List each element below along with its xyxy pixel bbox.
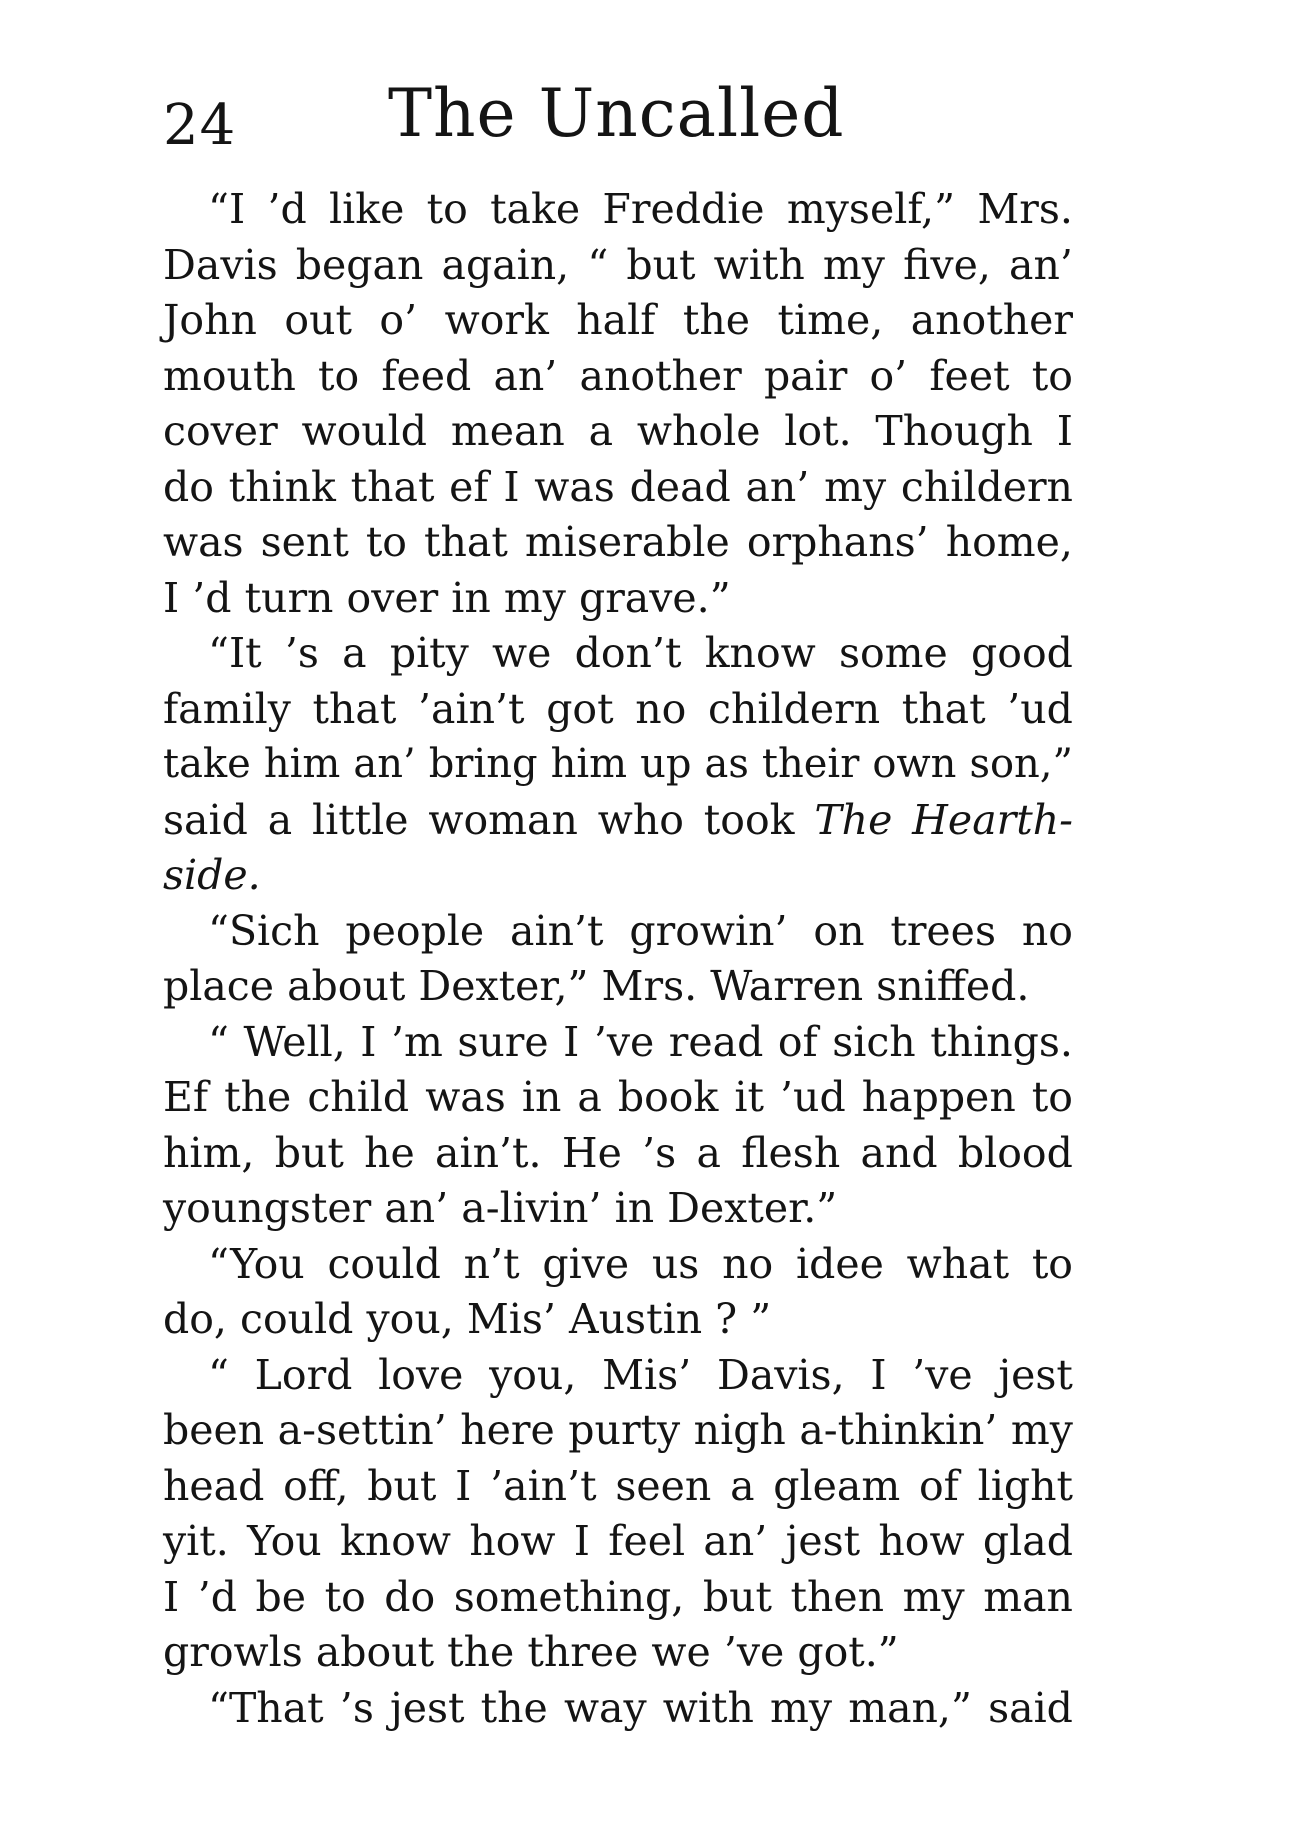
word: the — [447, 1628, 515, 1676]
word: light — [977, 1461, 1073, 1510]
word: of — [919, 1461, 959, 1510]
word: “That — [208, 1683, 324, 1732]
word: Well, — [243, 1017, 346, 1066]
word: over — [346, 573, 439, 622]
word: who — [597, 795, 684, 844]
word: my — [503, 573, 566, 622]
word: feel — [608, 1517, 686, 1565]
word: that — [350, 462, 435, 511]
word: orphans’ — [746, 518, 929, 566]
word: three — [527, 1628, 639, 1676]
word: half — [576, 296, 656, 344]
word: nigh — [693, 1406, 786, 1454]
word: a — [577, 1073, 602, 1121]
text-line — [163, 1681, 1073, 1737]
word: an’ — [1009, 240, 1073, 289]
word: on — [813, 906, 865, 955]
word: blood — [957, 1128, 1073, 1177]
word: sure — [457, 1017, 549, 1066]
word: was — [534, 462, 615, 511]
text-line — [163, 1403, 1073, 1459]
word: what — [906, 1239, 1010, 1288]
word: an’ — [384, 1184, 449, 1232]
body-text — [163, 182, 1073, 1736]
word: the — [480, 1683, 548, 1732]
word: I — [163, 573, 180, 622]
word: little — [311, 795, 409, 844]
word: good — [971, 629, 1073, 677]
word: “Sich — [208, 906, 320, 955]
word: a-settin’ — [277, 1406, 447, 1454]
word: ’ve — [912, 1350, 973, 1399]
word: youngster — [163, 1184, 372, 1232]
word: mean — [450, 407, 565, 455]
word: dead — [629, 462, 731, 511]
word: then — [790, 1572, 885, 1621]
word: said — [163, 795, 248, 844]
text-line — [163, 1570, 1073, 1626]
word: their — [761, 741, 860, 787]
word: ’s — [339, 1683, 374, 1732]
word: trees — [890, 906, 996, 955]
word: that — [424, 518, 508, 566]
word: be — [255, 1572, 307, 1621]
word: I — [1056, 407, 1073, 455]
word: my — [824, 462, 887, 511]
word: childern — [900, 462, 1073, 511]
word: how — [469, 1517, 556, 1565]
word: a — [267, 795, 293, 844]
word: ? — [715, 1295, 738, 1343]
word: but — [626, 240, 696, 289]
word: Davis, — [716, 1350, 845, 1399]
word: out — [284, 296, 352, 344]
word: ’s — [284, 629, 319, 677]
text-line — [163, 460, 1073, 516]
word: the — [224, 1073, 292, 1121]
word: how — [878, 1517, 965, 1565]
word: to — [1031, 1073, 1073, 1121]
word: about — [287, 962, 406, 1010]
word: in — [614, 1184, 655, 1232]
word: to — [318, 351, 360, 400]
word: ” — [750, 1295, 772, 1343]
word: to — [426, 185, 468, 233]
word: to — [1031, 1239, 1073, 1288]
word: miserable — [524, 518, 730, 566]
word: Davis — [163, 240, 278, 289]
word: “It — [208, 629, 262, 677]
word: my — [822, 240, 885, 289]
word: myself,” — [786, 185, 956, 233]
word: a — [588, 407, 614, 455]
word: an’ — [493, 351, 558, 400]
word: Dexter.” — [667, 1184, 838, 1232]
word: ’d — [192, 573, 232, 622]
word: an’ — [745, 462, 810, 511]
word: a — [342, 629, 367, 677]
word: Austin — [569, 1295, 703, 1343]
word: feed — [381, 351, 472, 400]
word: sniffed. — [876, 962, 1030, 1010]
word: no — [1021, 906, 1073, 955]
word: my — [1010, 1406, 1073, 1454]
word: could — [240, 1295, 354, 1343]
word: growls — [163, 1628, 303, 1676]
word: ’ud — [1007, 684, 1073, 733]
word: ’ain’t — [490, 1461, 597, 1510]
word: him, — [163, 1128, 255, 1177]
text-line — [163, 182, 1073, 238]
text-line — [163, 737, 1073, 793]
word: head — [163, 1461, 265, 1510]
word: got — [546, 684, 614, 733]
word: ain’t — [510, 906, 604, 955]
text-line — [163, 1459, 1073, 1515]
word: woman — [428, 795, 578, 844]
word: up — [640, 741, 692, 787]
word: five, — [903, 240, 991, 289]
word: you, — [366, 1295, 454, 1343]
word: ’m — [390, 1017, 443, 1066]
word: family — [163, 684, 291, 733]
word: He — [561, 1128, 622, 1177]
word: love — [378, 1350, 464, 1399]
word: to — [324, 1572, 366, 1621]
text-line — [163, 1348, 1073, 1404]
word: said — [988, 1683, 1073, 1732]
word: he — [364, 1128, 415, 1177]
word: Mrs. — [601, 962, 698, 1010]
text-line — [163, 349, 1073, 405]
word: Mis’ — [602, 1350, 692, 1399]
word: work — [444, 296, 549, 344]
word: about — [315, 1628, 435, 1676]
word: a-livin’ — [461, 1184, 602, 1232]
word: I — [503, 462, 520, 511]
word: sich — [832, 1017, 916, 1066]
word: know — [704, 629, 816, 677]
word: Ef — [163, 1073, 209, 1121]
italic-title: The Hearth- — [814, 795, 1073, 844]
text-line — [163, 1070, 1073, 1126]
text-line — [163, 1126, 1073, 1182]
word: jest — [785, 1517, 861, 1565]
word: things. — [930, 1017, 1073, 1066]
word: glad — [982, 1517, 1073, 1565]
word: would — [301, 407, 428, 455]
word: Mrs. — [977, 185, 1073, 233]
word: cover — [163, 407, 278, 455]
word: my — [902, 1572, 965, 1621]
word: ’d — [267, 185, 307, 233]
word: child — [307, 1073, 410, 1121]
text-line — [163, 404, 1073, 460]
word: n’t — [463, 1239, 520, 1288]
word: you, — [489, 1350, 577, 1399]
word: like — [329, 185, 405, 233]
text-line — [163, 238, 1073, 294]
word: but — [702, 1572, 772, 1621]
word: Lord — [254, 1350, 353, 1399]
word: ’ud — [780, 1073, 846, 1121]
text-line — [163, 793, 1073, 849]
word: took — [703, 795, 795, 844]
word: happen — [861, 1073, 1016, 1121]
word: a — [730, 1461, 755, 1510]
word: him — [550, 741, 628, 787]
word: ef — [449, 462, 489, 511]
word: think — [228, 462, 336, 511]
word: an’ — [703, 1517, 768, 1565]
word: childern — [708, 684, 881, 733]
word: pair — [763, 351, 848, 400]
word: time, — [777, 296, 884, 344]
word: could — [327, 1239, 441, 1288]
word: mouth — [163, 351, 296, 400]
word: bring — [428, 741, 538, 787]
word: I — [563, 1017, 580, 1066]
word: ’d — [197, 1572, 238, 1621]
word: here — [460, 1406, 555, 1454]
word: another — [579, 351, 742, 400]
word: Warren — [710, 962, 864, 1010]
word: growin’ — [629, 906, 788, 955]
word: You — [247, 1517, 322, 1565]
word: John — [163, 296, 257, 344]
word: us — [651, 1239, 700, 1288]
word: place — [163, 962, 275, 1010]
word: I — [455, 1461, 472, 1510]
word: don’t — [574, 629, 682, 677]
word: but — [274, 1128, 344, 1177]
word: people — [345, 906, 485, 955]
word: I — [870, 1350, 887, 1399]
word: in — [521, 1073, 562, 1121]
word: I — [163, 1572, 180, 1621]
word: ’ain’t — [418, 684, 525, 733]
word: feet — [929, 351, 1010, 400]
word: ’ve — [593, 1017, 655, 1066]
word: read — [668, 1017, 764, 1066]
word: Dexter,” — [418, 962, 589, 1010]
word: purty — [568, 1406, 681, 1454]
word: but — [367, 1461, 437, 1510]
word: as — [704, 741, 749, 787]
word: jest — [998, 1350, 1073, 1399]
word: my — [770, 1683, 833, 1732]
word: man — [983, 1572, 1073, 1621]
text-line — [163, 293, 1073, 349]
word: that — [901, 684, 986, 733]
word: Though — [875, 407, 1033, 455]
word: I — [573, 1517, 590, 1565]
word: son,” — [969, 741, 1073, 787]
text-line — [163, 1181, 1073, 1237]
word: no — [635, 684, 687, 733]
word: whole — [636, 407, 761, 455]
word: flesh — [741, 1128, 841, 1177]
word: was — [163, 518, 244, 566]
text-line — [163, 1015, 1073, 1071]
word: idee — [795, 1239, 884, 1288]
word: an’ — [353, 741, 416, 787]
running-title: The Uncalled — [388, 75, 845, 152]
word: to — [1031, 351, 1073, 400]
word: a-thinkin’ — [799, 1406, 998, 1454]
word: we — [651, 1628, 711, 1676]
word: Mis’ — [466, 1295, 556, 1343]
word: of — [777, 1017, 818, 1066]
word: in — [451, 573, 491, 622]
word: been — [163, 1406, 265, 1454]
word: something, — [453, 1572, 685, 1621]
word: home, — [945, 518, 1073, 566]
word: another — [910, 296, 1073, 344]
word: got.” — [797, 1628, 899, 1676]
word: jest — [390, 1683, 465, 1732]
italic-title: side. — [163, 851, 261, 899]
text-line — [163, 848, 1073, 904]
word: him — [263, 741, 341, 787]
text-line — [163, 1292, 1073, 1348]
word: do — [384, 1572, 436, 1621]
word: no — [722, 1239, 774, 1288]
word: take — [163, 741, 251, 787]
text-line — [163, 682, 1073, 738]
word: “ — [208, 1350, 229, 1399]
word: way — [563, 1683, 647, 1732]
word: give — [542, 1239, 630, 1288]
text-line — [163, 571, 1073, 627]
text-line — [163, 904, 1073, 960]
word: o’ — [379, 296, 418, 344]
word: “ — [208, 1017, 229, 1066]
page-number: 24 — [163, 93, 237, 158]
word: began — [295, 240, 424, 289]
word: seen — [615, 1461, 712, 1510]
word: yit. — [163, 1517, 229, 1565]
text-line — [163, 959, 1073, 1015]
word: ’ve — [723, 1628, 785, 1676]
word: book — [617, 1073, 719, 1121]
word: o’ — [869, 351, 908, 400]
text-line — [163, 1237, 1073, 1293]
word: take — [490, 185, 581, 233]
word: that — [312, 684, 397, 733]
text-line — [163, 626, 1073, 682]
word: Freddie — [602, 185, 765, 233]
word: ain’t. — [435, 1128, 542, 1177]
word: with — [662, 1683, 754, 1732]
word: “You — [208, 1239, 305, 1288]
word: we — [492, 629, 552, 677]
word: a — [696, 1128, 721, 1177]
word: do — [163, 462, 214, 511]
text-line — [163, 1514, 1073, 1570]
word: lot. — [784, 407, 852, 455]
word: with — [713, 240, 805, 289]
word: was — [425, 1073, 506, 1121]
text-line — [163, 1625, 1073, 1681]
word: I — [360, 1017, 377, 1066]
word: off, — [283, 1461, 349, 1510]
word: the — [682, 296, 751, 344]
word: pity — [389, 629, 469, 677]
word: turn — [244, 573, 334, 622]
word: know — [339, 1517, 452, 1565]
word: to — [365, 518, 407, 566]
word: grave.” — [578, 573, 731, 622]
page-header — [163, 72, 1073, 162]
word: man,” — [848, 1683, 972, 1732]
word: sent — [260, 518, 349, 566]
word: gleam — [773, 1461, 901, 1510]
text-line — [163, 515, 1073, 571]
word: it — [734, 1073, 764, 1121]
word: ’s — [642, 1128, 677, 1177]
word: “ — [587, 240, 609, 289]
word: “I — [208, 185, 246, 233]
word: own — [872, 741, 957, 787]
word: again, — [441, 240, 570, 289]
word: do, — [163, 1295, 227, 1343]
word: and — [860, 1128, 938, 1177]
word: some — [838, 629, 948, 677]
